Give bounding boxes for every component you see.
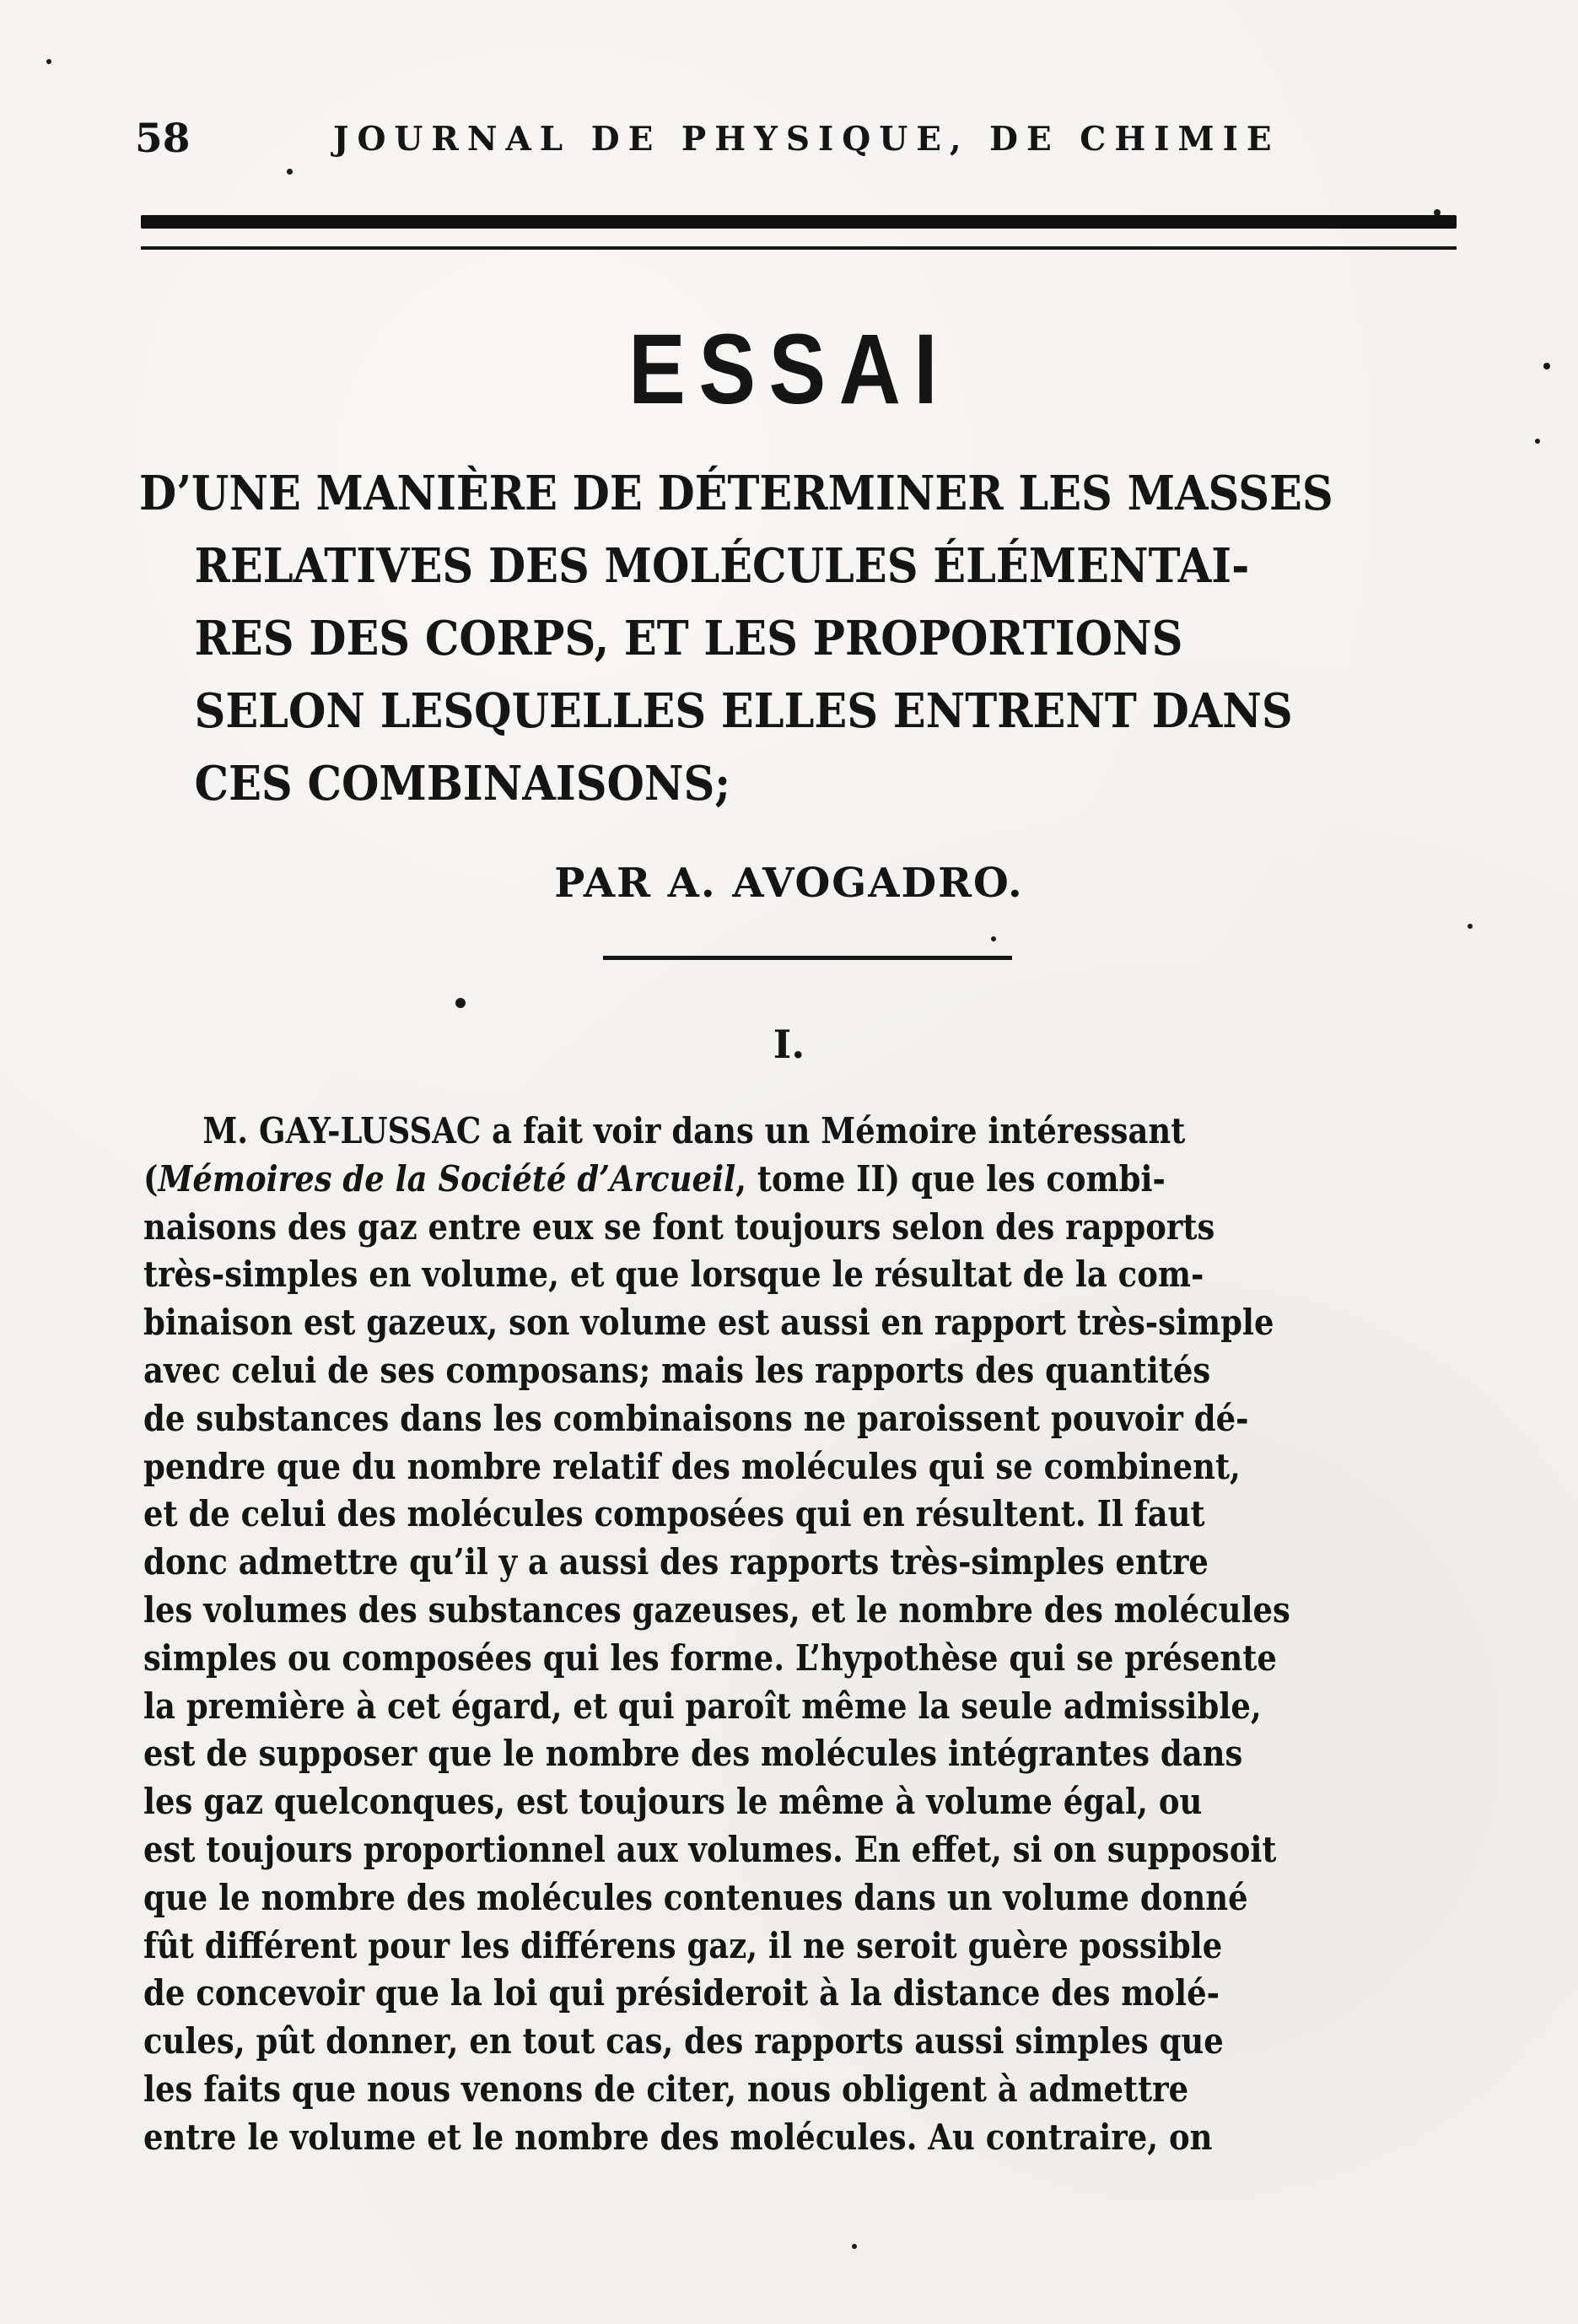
body-line: les volumes des substances gazeuses, et le nombre des molécules	[143, 1588, 1290, 1631]
body-line: et de celui des molécules composées qui en résultent. Il faut	[143, 1493, 1205, 1535]
body-line: pendre que du nombre relatif des molécules qui se combinent,	[143, 1445, 1241, 1487]
print-speck	[1543, 363, 1550, 369]
title-line: SELON LESQUELLES ELLES ENTRENT DANS	[194, 683, 1293, 739]
body-line: binaison est gazeux, son volume est aussi en rapport très-simple	[143, 1302, 1274, 1344]
essai-heading: ESSAI	[628, 314, 951, 425]
print-speck	[1535, 439, 1540, 444]
body-line: est de supposer que le nombre des molécules intégrantes dans	[143, 1733, 1243, 1775]
body-line: naisons des gaz entre eux se font toujours selon des rapports	[143, 1205, 1215, 1248]
section-number: I.	[773, 1022, 805, 1067]
header-rule-thick	[141, 215, 1457, 229]
print-speck	[46, 59, 51, 64]
body-line: entre le volume et le nombre des molécules. Au contraire, on	[143, 2116, 1213, 2158]
header-rule-thin	[141, 246, 1457, 250]
author-byline: PAR A. AVOGADRO.	[554, 860, 1024, 907]
open-paren: (	[143, 1157, 159, 1200]
print-speck	[852, 2244, 857, 2249]
body-line: M. GAY-LUSSAC a fait voir dans un Mémoire intéressant	[202, 1110, 1186, 1151]
body-line: les gaz quelconques, est toujours le même à volume égal, ou	[143, 1781, 1203, 1823]
body-line: de concevoir que la loi qui présideroit à la distance des molé-	[143, 1972, 1220, 2014]
body-line: que le nombre des molécules contenues dans un volume donné	[143, 1876, 1248, 1918]
title-line: RES DES CORPS, ET LES PROPORTIONS	[194, 611, 1183, 666]
body-line: est toujours proportionnel aux volumes. En effet, si on supposoit	[143, 1828, 1277, 1870]
print-speck	[455, 998, 466, 1008]
body-line: donc admettre qu’il y a aussi des rapports très-simples entre	[143, 1541, 1209, 1583]
body-line: fût différent pour les différens gaz, il ne seroit guère possible	[143, 1924, 1223, 1966]
body-line: de substances dans les combinaisons ne paroissent pouvoir dé-	[143, 1397, 1249, 1439]
page-header	[135, 114, 1463, 164]
print-speck	[991, 936, 996, 941]
body-line: avec celui de ses composans; mais les rapports des quantités	[143, 1349, 1211, 1391]
title-line: CES COMBINAISONS;	[194, 756, 731, 812]
citation-rest: , tome II) que les combi-	[735, 1157, 1166, 1200]
body-line: cules, pût donner, en tout cas, des rapports aussi simples que	[143, 2020, 1224, 2062]
running-head: JOURNAL DE PHYSIQUE, DE CHIMIE	[333, 120, 1280, 159]
print-speck	[1434, 209, 1441, 216]
title-line: RELATIVES DES MOLÉCULES ÉLÉMENTAI-	[194, 538, 1250, 594]
article-title	[139, 457, 1472, 820]
journal-citation: Mémoires de la Société d’Arcueil	[158, 1157, 736, 1200]
body-line: simples ou composées qui les forme. L’hypothèse qui se présente	[143, 1637, 1277, 1679]
print-speck	[287, 169, 293, 175]
title-line: D’UNE MANIÈRE DE DÉTERMINER LES MASSES	[139, 466, 1333, 521]
page-number: 58	[135, 116, 191, 162]
body-paragraph	[143, 1108, 1476, 2162]
print-speck	[1468, 924, 1473, 929]
body-line: très-simples en volume, et que lorsque le résultat de la com-	[143, 1254, 1204, 1296]
body-line-citation	[143, 1156, 1316, 1204]
body-line: la première à cet égard, et qui paroît même la seule admissible,	[143, 1685, 1262, 1727]
title-separator-rule	[603, 956, 1012, 960]
body-line: les faits que nous venons de citer, nous obligent à admettre	[143, 2068, 1189, 2110]
